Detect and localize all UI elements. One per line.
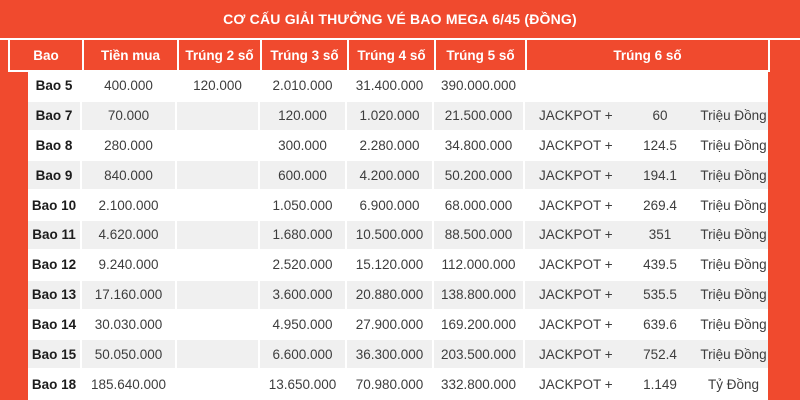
cell-trung-2-so (177, 251, 258, 279)
jackpot-unit: Triệu Đồng (700, 167, 767, 183)
cell-trung-4-so: 2.280.000 (347, 132, 432, 160)
cell-trung-2-so (177, 221, 258, 249)
table-row (28, 340, 768, 370)
cell-trung-3-so: 600.000 (260, 161, 345, 189)
cell-trung-6-so (525, 191, 768, 219)
jackpot-unit: Triệu Đồng (700, 316, 767, 332)
cell-trung-2-so (177, 161, 258, 189)
jackpot-unit: Triệu Đồng (700, 346, 767, 362)
table-row (28, 221, 768, 251)
jackpot-value: 351 (648, 227, 672, 243)
table-row (28, 72, 768, 102)
table-header-row (8, 40, 770, 72)
column-header-trung-2-so: Trúng 2 số (179, 40, 260, 70)
cell-trung-2-so (177, 311, 258, 339)
jackpot-label: JACKPOT + (539, 138, 613, 154)
cell-trung-4-so: 36.300.000 (347, 340, 432, 368)
jackpot-label: JACKPOT + (539, 287, 613, 303)
table-body (28, 72, 768, 400)
jackpot-value: 124.5 (643, 138, 677, 154)
cell-trung-6-so (525, 102, 768, 130)
column-header-trung-6-so: Trúng 6 số (527, 40, 768, 70)
cell-trung-2-so (177, 281, 258, 309)
cell-trung-4-so: 4.200.000 (347, 161, 432, 189)
cell-bao-label: Bao 14 (28, 311, 80, 339)
jackpot-label: JACKPOT + (539, 197, 613, 213)
cell-trung-5-so: 21.500.000 (434, 102, 523, 130)
column-header-bao: Bao (10, 40, 82, 70)
cell-bao-label: Bao 5 (28, 72, 80, 100)
cell-tien-mua: 280.000 (82, 132, 175, 160)
cell-trung-5-so: 112.000.000 (434, 251, 523, 279)
cell-trung-3-so: 4.950.000 (260, 311, 345, 339)
cell-trung-3-so: 1.050.000 (260, 191, 345, 219)
table-row (28, 311, 768, 341)
cell-trung-5-so: 203.500.000 (434, 340, 523, 368)
jackpot-value: 269.4 (643, 197, 677, 213)
jackpot-unit: Triệu Đồng (700, 197, 767, 213)
cell-trung-6-so (525, 281, 768, 309)
jackpot-value: 60 (652, 108, 668, 124)
jackpot-label: JACKPOT + (539, 167, 613, 183)
cell-trung-4-so: 10.500.000 (347, 221, 432, 249)
table-row (28, 102, 768, 132)
cell-trung-6-so (525, 370, 768, 398)
cell-tien-mua: 2.100.000 (82, 191, 175, 219)
cell-trung-2-so (177, 340, 258, 368)
cell-tien-mua: 4.620.000 (82, 221, 175, 249)
cell-trung-5-so: 390.000.000 (434, 72, 523, 100)
cell-trung-4-so: 20.880.000 (347, 281, 432, 309)
jackpot-value: 752.4 (643, 346, 677, 362)
cell-trung-3-so: 1.680.000 (260, 221, 345, 249)
cell-bao-label: Bao 12 (28, 251, 80, 279)
cell-trung-3-so: 300.000 (260, 132, 345, 160)
jackpot-value: 639.6 (643, 316, 677, 332)
jackpot-unit: Triệu Đồng (700, 138, 767, 154)
column-header-trung-4-so: Trúng 4 số (349, 40, 434, 70)
table-row (28, 132, 768, 162)
cell-tien-mua: 400.000 (82, 72, 175, 100)
cell-trung-5-so: 138.800.000 (434, 281, 523, 309)
cell-trung-4-so: 27.900.000 (347, 311, 432, 339)
page-title: CƠ CẤU GIẢI THƯỞNG VÉ BAO MEGA 6/45 (ĐỒNG) (223, 11, 577, 27)
cell-trung-6-so (525, 340, 768, 368)
table-row (28, 251, 768, 281)
cell-tien-mua: 185.640.000 (82, 370, 175, 398)
table-row (28, 370, 768, 400)
jackpot-value: 439.5 (643, 257, 677, 273)
cell-trung-4-so: 70.980.000 (347, 370, 432, 398)
cell-trung-5-so: 50.200.000 (434, 161, 523, 189)
column-header-trung-5-so: Trúng 5 số (436, 40, 525, 70)
jackpot-label: JACKPOT + (539, 346, 613, 362)
cell-trung-2-so (177, 102, 258, 130)
jackpot-unit: Triệu Đồng (700, 108, 767, 124)
jackpot-label: JACKPOT + (539, 227, 613, 243)
cell-trung-5-so: 169.200.000 (434, 311, 523, 339)
cell-trung-2-so (177, 191, 258, 219)
jackpot-label: JACKPOT + (539, 108, 613, 124)
cell-tien-mua: 9.240.000 (82, 251, 175, 279)
jackpot-label: JACKPOT + (539, 376, 613, 392)
cell-trung-5-so: 34.800.000 (434, 132, 523, 160)
cell-trung-3-so: 13.650.000 (260, 370, 345, 398)
cell-trung-4-so: 6.900.000 (347, 191, 432, 219)
jackpot-unit: Triệu Đồng (700, 257, 767, 273)
jackpot-label: JACKPOT + (539, 316, 613, 332)
jackpot-value: 1.149 (643, 376, 677, 392)
cell-trung-3-so: 2.010.000 (260, 72, 345, 100)
cell-trung-3-so: 2.520.000 (260, 251, 345, 279)
table-row (28, 281, 768, 311)
cell-bao-label: Bao 13 (28, 281, 80, 309)
cell-trung-5-so: 68.000.000 (434, 191, 523, 219)
cell-trung-2-so: 120.000 (177, 72, 258, 100)
table-row (28, 161, 768, 191)
cell-trung-4-so: 31.400.000 (347, 72, 432, 100)
cell-trung-5-so: 88.500.000 (434, 221, 523, 249)
cell-bao-label: Bao 11 (28, 221, 80, 249)
cell-trung-6-so (525, 311, 768, 339)
cell-trung-2-so (177, 370, 258, 398)
cell-tien-mua: 840.000 (82, 161, 175, 189)
cell-trung-6-so (525, 72, 768, 100)
cell-trung-3-so: 120.000 (260, 102, 345, 130)
cell-trung-3-so: 3.600.000 (260, 281, 345, 309)
cell-trung-2-so (177, 132, 258, 160)
cell-tien-mua: 70.000 (82, 102, 175, 130)
cell-bao-label: Bao 18 (28, 370, 80, 398)
cell-trung-4-so: 15.120.000 (347, 251, 432, 279)
cell-bao-label: Bao 7 (28, 102, 80, 130)
cell-tien-mua: 30.030.000 (82, 311, 175, 339)
cell-trung-5-so: 332.800.000 (434, 370, 523, 398)
jackpot-unit: Triệu Đồng (700, 287, 767, 303)
cell-trung-6-so (525, 132, 768, 160)
cell-bao-label: Bao 15 (28, 340, 80, 368)
jackpot-value: 194.1 (643, 167, 677, 183)
cell-bao-label: Bao 10 (28, 191, 80, 219)
jackpot-unit: Triệu Đồng (700, 227, 767, 243)
jackpot-value: 535.5 (643, 287, 677, 303)
cell-bao-label: Bao 8 (28, 132, 80, 160)
cell-bao-label: Bao 9 (28, 161, 80, 189)
cell-trung-6-so (525, 161, 768, 189)
table-row (28, 191, 768, 221)
jackpot-unit: Tỷ Đồng (707, 376, 760, 392)
cell-tien-mua: 17.160.000 (82, 281, 175, 309)
cell-tien-mua: 50.050.000 (82, 340, 175, 368)
cell-trung-6-so (525, 251, 768, 279)
cell-trung-6-so (525, 221, 768, 249)
cell-trung-4-so: 1.020.000 (347, 102, 432, 130)
jackpot-label: JACKPOT + (539, 257, 613, 273)
cell-trung-3-so: 6.600.000 (260, 340, 345, 368)
column-header-trung-3-so: Trúng 3 số (262, 40, 347, 70)
column-header-tien-mua: Tiền mua (84, 40, 177, 70)
